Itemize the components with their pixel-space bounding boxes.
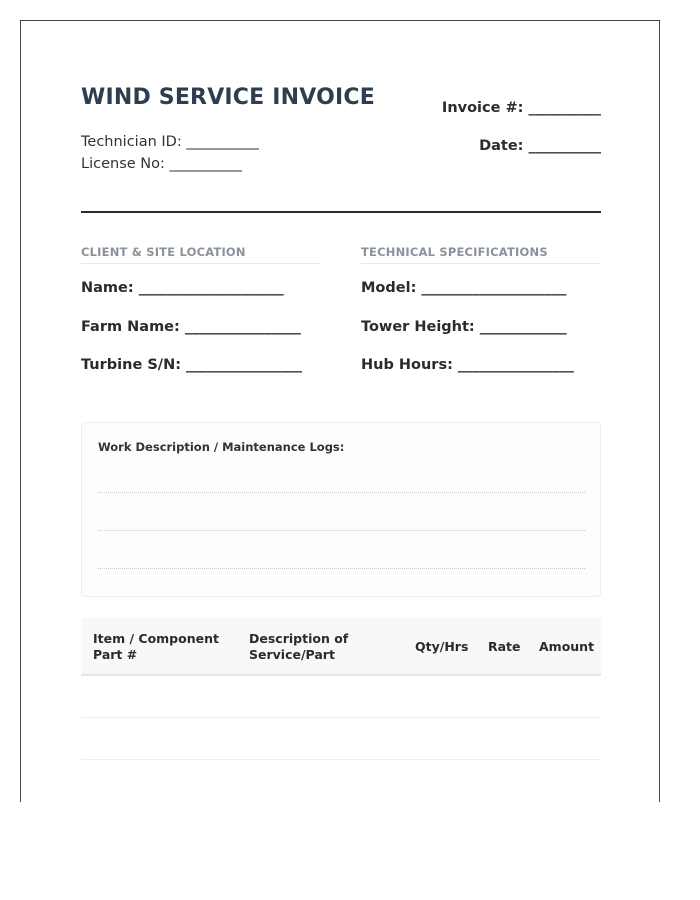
date-field: Date: __________ bbox=[479, 138, 601, 154]
work-log-box bbox=[81, 422, 601, 597]
turbine-sn-field: Turbine S/N: ________________ bbox=[81, 357, 303, 373]
column-header-qty: Qty/Hrs bbox=[415, 639, 469, 654]
license-no-field: License No: __________ bbox=[81, 156, 242, 172]
work-log-label: Work Description / Maintenance Logs: bbox=[98, 440, 345, 454]
work-log-line bbox=[98, 530, 585, 531]
client-name-field: Name: ____________________ bbox=[81, 280, 284, 296]
invoice-title: WIND SERVICE INVOICE bbox=[81, 85, 375, 110]
technician-id-field: Technician ID: __________ bbox=[81, 134, 259, 150]
hub-hours-field: Hub Hours: ________________ bbox=[361, 357, 574, 373]
tech-section-heading: TECHNICAL SPECIFICATIONS bbox=[361, 245, 601, 264]
client-section-heading: CLIENT & SITE LOCATION bbox=[81, 245, 321, 264]
column-header-description: Description of Service/Part bbox=[249, 631, 349, 662]
column-header-amount: Amount bbox=[539, 639, 595, 654]
items-table bbox=[81, 618, 601, 760]
table-row bbox=[81, 718, 601, 760]
column-header-item: Item / Component Part # bbox=[93, 631, 219, 662]
tower-height-field: Tower Height: ____________ bbox=[361, 319, 567, 335]
farm-name-field: Farm Name: ________________ bbox=[81, 319, 301, 335]
invoice-number-field: Invoice #: __________ bbox=[441, 100, 601, 116]
column-header-rate: Rate bbox=[488, 639, 521, 654]
work-log-line bbox=[98, 568, 585, 569]
header-divider bbox=[81, 211, 601, 213]
items-table-header bbox=[81, 618, 601, 676]
invoice-sheet bbox=[20, 20, 660, 802]
work-log-line bbox=[98, 492, 585, 493]
table-row bbox=[81, 676, 601, 718]
model-field: Model: ____________________ bbox=[361, 280, 567, 296]
